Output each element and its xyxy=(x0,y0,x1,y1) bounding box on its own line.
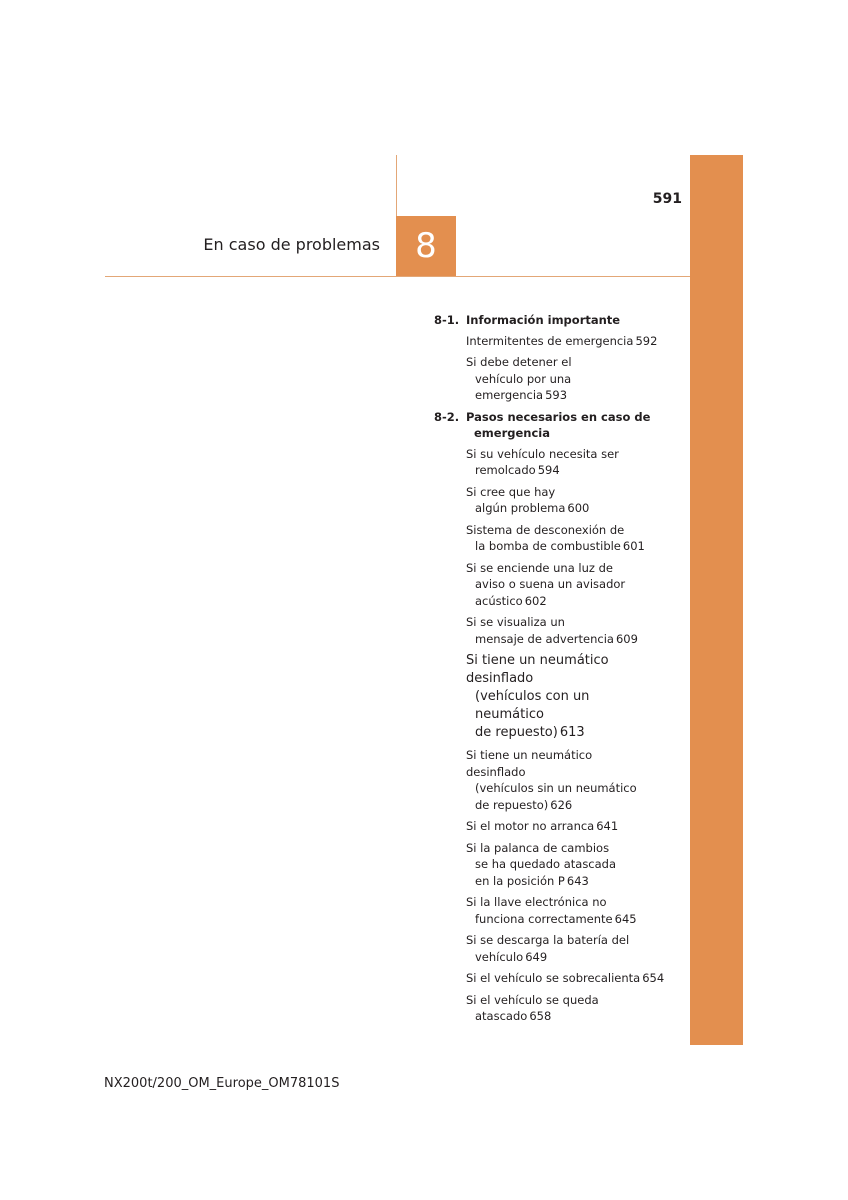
toc-page-number: 643 xyxy=(566,873,589,888)
toc-page-number: 626 xyxy=(550,797,573,812)
toc-entry-last-line xyxy=(466,797,654,814)
toc-entry-text: Si tiene un neumático desinflado xyxy=(466,748,593,779)
toc-entry-text: aviso o suena un avisador xyxy=(475,577,626,591)
toc-entry-last-line xyxy=(466,538,654,555)
toc-section xyxy=(434,409,665,1025)
table-of-contents xyxy=(434,312,665,1030)
toc-entry-last-line xyxy=(466,1008,654,1025)
toc-entry[interactable] xyxy=(466,614,654,647)
toc-page-number: 594 xyxy=(537,463,560,477)
toc-section xyxy=(434,312,658,404)
toc-section-title xyxy=(466,312,654,329)
toc-page-number: 600 xyxy=(567,501,590,515)
toc-section-title xyxy=(466,409,654,442)
toc-entry-last-line xyxy=(466,911,654,928)
toc-entry-text: Si se descarga la batería del xyxy=(466,933,630,947)
toc-entry[interactable] xyxy=(466,354,654,404)
toc-entry-text: en la posición P xyxy=(475,873,565,888)
toc-entry-text: la bomba de combustible xyxy=(475,539,621,553)
toc-entry-last-line xyxy=(466,387,654,404)
toc-entry[interactable] xyxy=(466,932,654,965)
toc-entry[interactable] xyxy=(466,818,654,835)
toc-entry[interactable] xyxy=(466,747,654,813)
toc-entry-text: de repuesto) xyxy=(475,725,558,740)
toc-entry-last-line xyxy=(466,873,654,890)
toc-page-number: 602 xyxy=(524,593,547,608)
toc-entry-text: Si se enciende una luz de xyxy=(466,560,613,575)
chapter-title: En caso de problemas xyxy=(203,235,380,254)
toc-entry[interactable] xyxy=(466,446,654,479)
toc-entry-text: de repuesto) xyxy=(475,797,549,812)
toc-entry-last-line xyxy=(466,500,654,517)
toc-entry-text: Sistema de desconexión de xyxy=(466,522,625,537)
toc-entry-text: vehículo por una xyxy=(475,371,572,386)
toc-page-number: 654 xyxy=(642,971,665,985)
toc-page-number: 649 xyxy=(525,949,548,964)
toc-page-number: 601 xyxy=(622,539,645,553)
toc-entry-last-line xyxy=(466,462,654,479)
toc-entry-text: Si tiene un neumático desinflado xyxy=(466,653,609,686)
toc-entry[interactable] xyxy=(466,484,654,517)
toc-entry-last-line xyxy=(466,949,654,966)
toc-section-number: 8-1. xyxy=(434,313,460,327)
toc-entry-text: algún problema xyxy=(475,501,566,515)
toc-entry-last-line xyxy=(466,593,654,610)
toc-entry-text: atascado xyxy=(475,1009,528,1023)
chapter-side-tab xyxy=(690,155,743,1045)
toc-entry-text: Si cree que hay xyxy=(466,484,556,499)
toc-entry-text: Si el motor no arranca xyxy=(466,819,595,833)
toc-section-title-line: Pasos necesarios en caso de xyxy=(466,409,651,424)
toc-entry[interactable] xyxy=(466,333,658,350)
toc-entry[interactable] xyxy=(466,992,654,1025)
toc-entry-text: Si el vehículo se queda xyxy=(466,992,599,1007)
toc-entry-last-line xyxy=(466,970,665,987)
toc-entry[interactable] xyxy=(466,840,654,890)
toc-entry-text: Intermitentes de emergencia xyxy=(466,333,634,348)
toc-entry-text: (vehículos con un neumático xyxy=(475,689,590,722)
toc-page-number: 641 xyxy=(596,819,619,833)
toc-entry-text: Si se visualiza un xyxy=(466,615,565,629)
toc-entry[interactable] xyxy=(466,560,654,610)
toc-entry-text: Si la palanca de cambios xyxy=(466,840,610,855)
toc-entry-text: se ha quedado atascada xyxy=(475,857,617,871)
toc-entry-text: acústico xyxy=(475,593,523,608)
toc-section-number: 8-2. xyxy=(434,409,460,424)
footer-document-code: NX200t/200_OM_Europe_OM78101S xyxy=(104,1076,340,1091)
page-number: 591 xyxy=(652,191,682,207)
toc-section-title-line: emergencia xyxy=(474,426,550,440)
toc-entry-last-line xyxy=(466,724,654,742)
toc-entry[interactable] xyxy=(466,894,654,927)
toc-entry-text: Si la llave electrónica no xyxy=(466,895,607,909)
toc-entry-text: Si su vehículo necesita ser xyxy=(466,446,619,461)
header-horizontal-rule xyxy=(105,276,690,277)
toc-page-number: 593 xyxy=(545,388,568,402)
toc-entry-text: remolcado xyxy=(475,463,536,477)
toc-section-title-line: Información importante xyxy=(466,313,621,327)
toc-page-number: 658 xyxy=(529,1009,552,1023)
toc-entry-last-line xyxy=(466,333,658,350)
toc-entry[interactable] xyxy=(466,970,665,987)
toc-page-number: 609 xyxy=(615,631,638,646)
toc-entry-text: mensaje de advertencia xyxy=(475,631,614,646)
toc-entry-text: Si el vehículo se sobrecalienta xyxy=(466,971,641,985)
toc-page-number: 613 xyxy=(559,725,585,740)
toc-page-number: 592 xyxy=(635,333,658,348)
toc-entry-text: funciona correctamente xyxy=(475,911,613,926)
toc-entry[interactable] xyxy=(466,652,654,742)
chapter-number-box: 8 xyxy=(396,216,456,276)
toc-entry-text: (vehículos sin un neumático xyxy=(475,781,637,795)
toc-entry-last-line xyxy=(466,631,654,648)
toc-entry-text: Si debe detener el xyxy=(466,355,572,369)
toc-entry[interactable] xyxy=(466,522,654,555)
toc-entry-text: vehículo xyxy=(475,949,524,964)
toc-entry-text: emergencia xyxy=(475,388,544,402)
toc-page-number: 645 xyxy=(614,911,637,926)
toc-entry-last-line xyxy=(466,818,654,835)
